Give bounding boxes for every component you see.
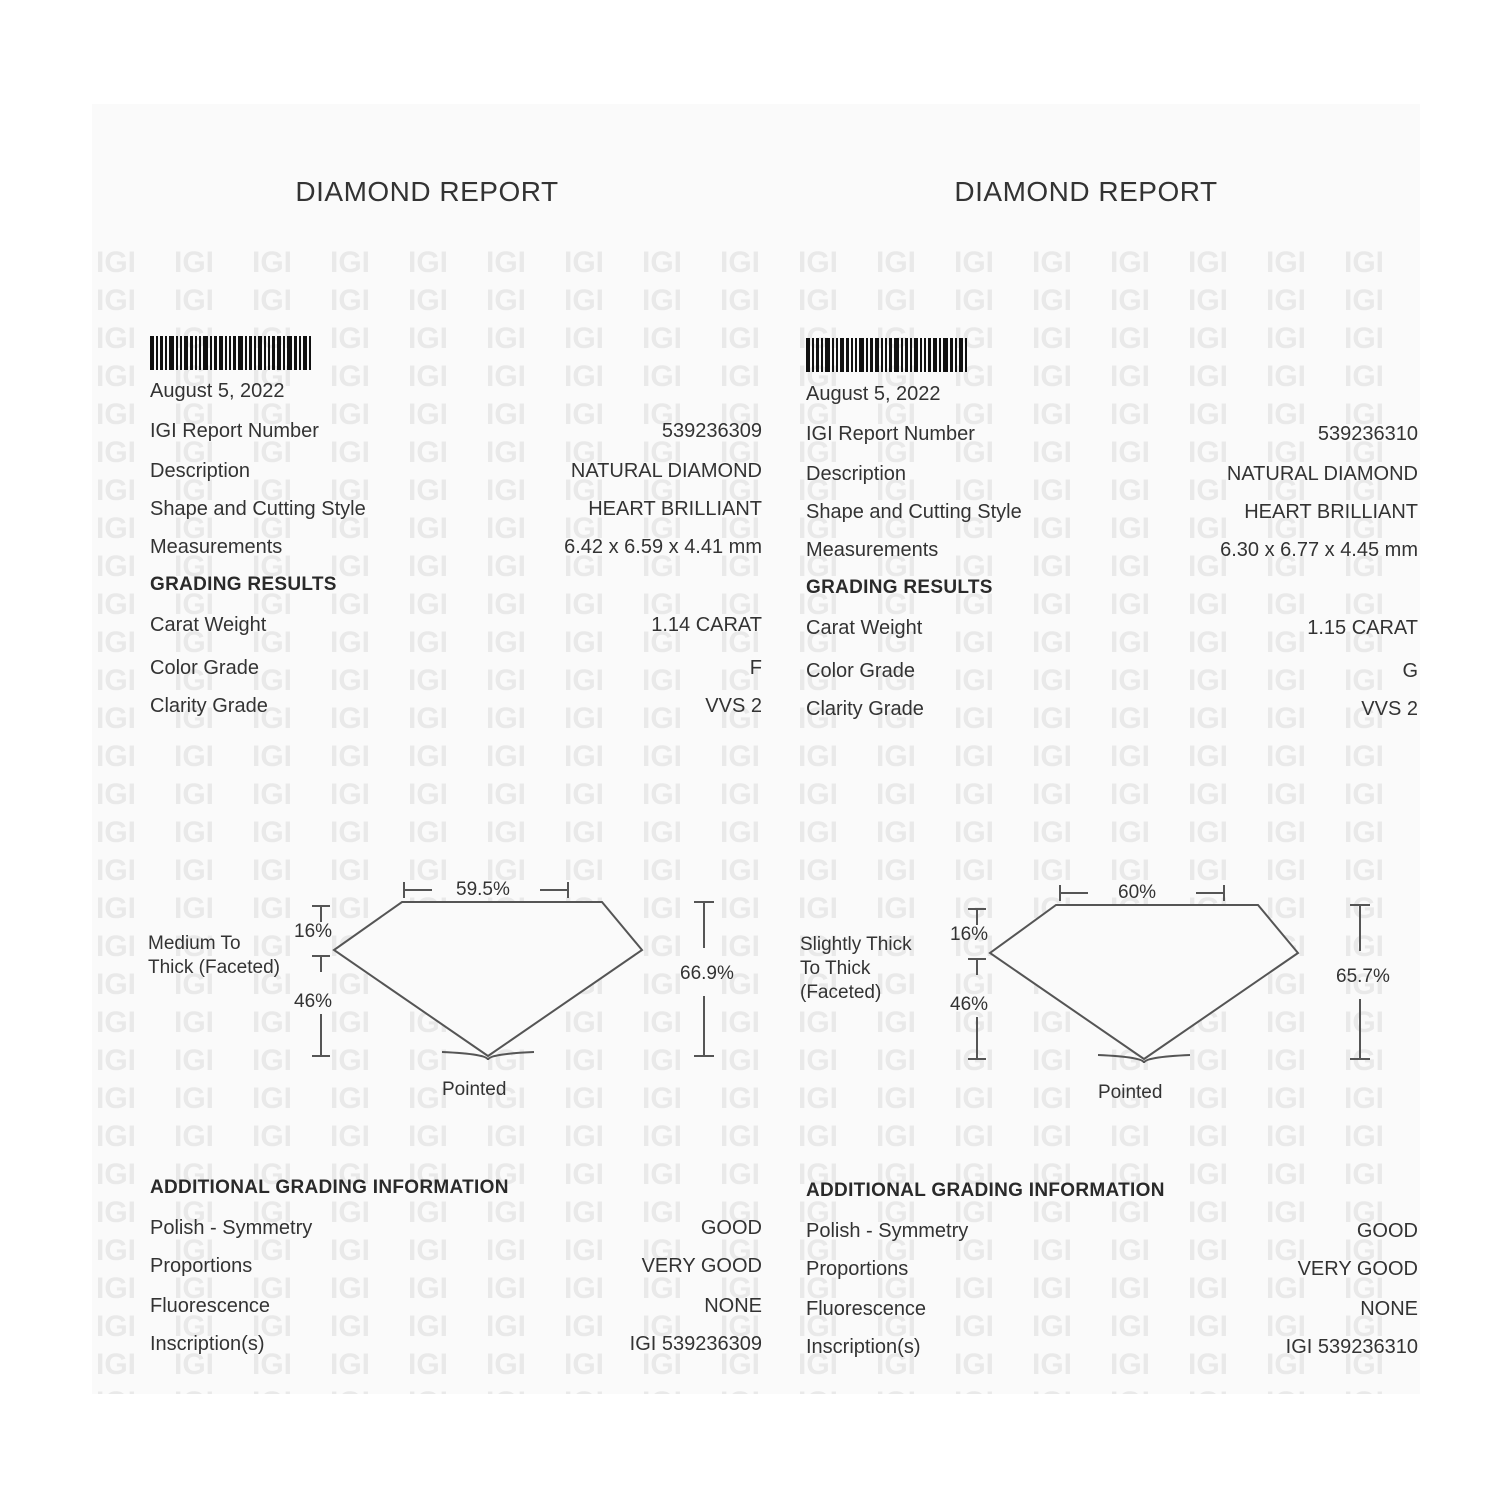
barcode-bar bbox=[303, 336, 307, 370]
barcode-bar bbox=[920, 338, 922, 372]
carat-row bbox=[806, 617, 1418, 640]
color-row bbox=[150, 657, 762, 680]
field-value: VERY GOOD bbox=[1297, 1258, 1418, 1280]
field-label: Measurements bbox=[150, 536, 283, 558]
barcode-bar bbox=[184, 336, 188, 370]
girdle-label: Medium To Thick (Faceted) bbox=[148, 933, 280, 978]
barcode-bar bbox=[901, 338, 903, 372]
barcode-bar bbox=[821, 338, 823, 372]
field-label: Measurements bbox=[806, 539, 939, 561]
field-label: Color Grade bbox=[806, 660, 915, 682]
barcode-bar bbox=[165, 336, 167, 370]
proportions-row bbox=[150, 1255, 762, 1278]
field-value: GOOD bbox=[700, 1217, 762, 1239]
proportions-diagram bbox=[788, 867, 1420, 1127]
barcode-bar bbox=[254, 336, 256, 370]
report-sheet bbox=[92, 104, 1420, 1394]
barcode-bar bbox=[859, 338, 864, 372]
barcode-bar bbox=[225, 336, 227, 370]
barcode-bar bbox=[309, 336, 311, 370]
field-value: HEART BRILLIANT bbox=[1244, 501, 1418, 523]
field-value: IGI 539236309 bbox=[629, 1333, 762, 1355]
barcode-bar bbox=[846, 338, 849, 372]
barcode-bar bbox=[238, 336, 243, 370]
description-row bbox=[806, 463, 1418, 486]
barcode-bar bbox=[190, 336, 193, 370]
culet-label: Pointed bbox=[1098, 1082, 1163, 1103]
field-label: Inscription(s) bbox=[150, 1333, 265, 1355]
barcode-bar bbox=[299, 336, 301, 370]
barcode-bar bbox=[180, 336, 182, 370]
field-label: Carat Weight bbox=[806, 617, 923, 639]
field-value: IGI 539236310 bbox=[1285, 1336, 1418, 1358]
field-label: Proportions bbox=[150, 1255, 253, 1277]
culet-label: Pointed bbox=[442, 1079, 507, 1100]
additional-grading-heading: ADDITIONAL GRADING INFORMATION bbox=[806, 1180, 1165, 1201]
measurements-row bbox=[150, 536, 762, 559]
barcode bbox=[806, 338, 1024, 372]
barcode-bar bbox=[245, 336, 247, 370]
field-value: HEART BRILLIANT bbox=[588, 498, 762, 520]
barcode-bar bbox=[195, 336, 197, 370]
depth-percent: 66.9% bbox=[680, 963, 734, 984]
shape-row bbox=[150, 498, 762, 521]
barcode-bar bbox=[816, 338, 819, 372]
field-value: VVS 2 bbox=[705, 695, 762, 717]
field-value: 6.42 x 6.59 x 4.41 mm bbox=[564, 536, 762, 558]
barcode-bar bbox=[950, 338, 953, 372]
pavilion-percent: 46% bbox=[294, 991, 333, 1012]
table-percent: 60% bbox=[1118, 882, 1157, 903]
field-value: 1.14 CARAT bbox=[651, 614, 762, 636]
field-value: VVS 2 bbox=[1361, 698, 1418, 720]
barcode-bar bbox=[955, 338, 957, 372]
field-label: Proportions bbox=[806, 1258, 909, 1280]
barcode-bar bbox=[203, 336, 208, 370]
field-label: Shape and Cutting Style bbox=[806, 501, 1022, 523]
barcode-bar bbox=[249, 336, 252, 370]
field-label: Inscription(s) bbox=[806, 1336, 921, 1358]
barcode-bar bbox=[914, 338, 918, 372]
polish-symmetry-row bbox=[150, 1217, 762, 1240]
field-value: NONE bbox=[1360, 1298, 1418, 1320]
field-value: NONE bbox=[704, 1295, 762, 1317]
barcode-bar bbox=[885, 338, 887, 372]
barcode-bar bbox=[965, 338, 967, 372]
barcode-bar bbox=[910, 338, 912, 372]
barcode-bar bbox=[881, 338, 883, 372]
barcode-bar bbox=[924, 338, 926, 372]
barcode-bar bbox=[219, 336, 223, 370]
barcode-bar bbox=[160, 336, 163, 370]
field-value: 539236310 bbox=[1317, 423, 1418, 445]
barcode-bar bbox=[866, 338, 868, 372]
barcode-bar bbox=[928, 338, 931, 372]
barcode-bar bbox=[933, 338, 937, 372]
barcode-bar bbox=[836, 338, 838, 372]
field-label: Fluorescence bbox=[150, 1295, 271, 1317]
barcode-bar bbox=[287, 336, 292, 370]
barcode-bar bbox=[176, 336, 178, 370]
diamond-report-1 bbox=[92, 104, 760, 1394]
polish-symmetry-row bbox=[806, 1220, 1418, 1243]
field-label: Polish - Symmetry bbox=[150, 1217, 313, 1239]
clarity-row bbox=[150, 695, 762, 718]
proportions-row bbox=[806, 1258, 1418, 1281]
barcode-bar bbox=[889, 338, 892, 372]
field-label: Polish - Symmetry bbox=[806, 1220, 969, 1242]
barcode bbox=[150, 336, 368, 370]
barcode-bar bbox=[294, 336, 297, 370]
fluorescence-row bbox=[150, 1295, 762, 1318]
report-number-row bbox=[806, 423, 1418, 446]
depth-percent: 65.7% bbox=[1336, 966, 1390, 987]
field-value: 539236309 bbox=[661, 420, 762, 442]
barcode-bar bbox=[169, 336, 174, 370]
field-label: Color Grade bbox=[150, 657, 259, 679]
barcode-bar bbox=[875, 338, 879, 372]
field-value: F bbox=[749, 657, 762, 679]
inscriptions-row bbox=[150, 1333, 762, 1356]
barcode-bar bbox=[832, 338, 834, 372]
field-value: 6.30 x 6.77 x 4.45 mm bbox=[1220, 539, 1418, 561]
field-label: Carat Weight bbox=[150, 614, 267, 636]
clarity-row bbox=[806, 698, 1418, 721]
report-title: DIAMOND REPORT bbox=[954, 176, 1218, 207]
inscriptions-row bbox=[806, 1336, 1418, 1359]
field-label: Shape and Cutting Style bbox=[150, 498, 366, 520]
report-date: August 5, 2022 bbox=[806, 383, 941, 405]
barcode-bar bbox=[943, 338, 948, 372]
barcode-bar bbox=[894, 338, 899, 372]
grading-results-heading: GRADING RESULTS bbox=[806, 577, 993, 598]
barcode-bar bbox=[272, 336, 275, 370]
field-label: IGI Report Number bbox=[150, 420, 319, 442]
field-label: Description bbox=[806, 463, 907, 485]
diamond-report-2 bbox=[760, 104, 1420, 1394]
barcode-bar bbox=[233, 336, 236, 370]
barcode-bar bbox=[812, 338, 814, 372]
fluorescence-row bbox=[806, 1298, 1418, 1321]
field-value: VERY GOOD bbox=[641, 1255, 762, 1277]
barcode-bar bbox=[870, 338, 873, 372]
report-number-row bbox=[150, 420, 762, 443]
barcode-bar bbox=[264, 336, 266, 370]
field-label: IGI Report Number bbox=[806, 423, 975, 445]
pavilion-percent: 46% bbox=[950, 994, 989, 1015]
field-value: NATURAL DIAMOND bbox=[1226, 463, 1418, 485]
barcode-bar bbox=[277, 336, 281, 370]
barcode-bar bbox=[939, 338, 941, 372]
report-date: August 5, 2022 bbox=[150, 380, 285, 402]
barcode-bar bbox=[229, 336, 231, 370]
field-label: Clarity Grade bbox=[806, 698, 924, 720]
report-title: DIAMOND REPORT bbox=[295, 176, 559, 207]
barcode-bar bbox=[210, 336, 212, 370]
barcode-bar bbox=[905, 338, 908, 372]
field-label: Fluorescence bbox=[806, 1298, 927, 1320]
barcode-bar bbox=[840, 338, 844, 372]
field-label: Description bbox=[150, 460, 251, 482]
carat-row bbox=[150, 614, 762, 637]
crown-percent: 16% bbox=[950, 924, 989, 945]
crown-percent: 16% bbox=[294, 921, 333, 942]
barcode-bar bbox=[959, 338, 963, 372]
measurements-row bbox=[806, 539, 1418, 562]
girdle-label: Slightly Thick To Thick (Faceted) bbox=[800, 934, 912, 1003]
description-row bbox=[150, 460, 762, 483]
barcode-bar bbox=[851, 338, 853, 372]
barcode-bar bbox=[268, 336, 270, 370]
color-row bbox=[806, 660, 1418, 683]
grading-results-heading: GRADING RESULTS bbox=[150, 574, 337, 595]
barcode-bar bbox=[806, 338, 810, 372]
barcode-bar bbox=[855, 338, 857, 372]
barcode-bar bbox=[156, 336, 158, 370]
barcode-bar bbox=[825, 338, 830, 372]
proportions-diagram bbox=[132, 864, 772, 1124]
additional-grading-heading: ADDITIONAL GRADING INFORMATION bbox=[150, 1177, 509, 1198]
field-value: 1.15 CARAT bbox=[1307, 617, 1418, 639]
barcode-bar bbox=[283, 336, 285, 370]
barcode-bar bbox=[258, 336, 262, 370]
barcode-bar bbox=[199, 336, 201, 370]
shape-row bbox=[806, 501, 1418, 524]
field-value: GOOD bbox=[1356, 1220, 1418, 1242]
barcode-bar bbox=[214, 336, 217, 370]
field-value: G bbox=[1402, 660, 1418, 682]
table-percent: 59.5% bbox=[456, 879, 510, 900]
barcode-bar bbox=[150, 336, 154, 370]
field-label: Clarity Grade bbox=[150, 695, 268, 717]
field-value: NATURAL DIAMOND bbox=[570, 460, 762, 482]
